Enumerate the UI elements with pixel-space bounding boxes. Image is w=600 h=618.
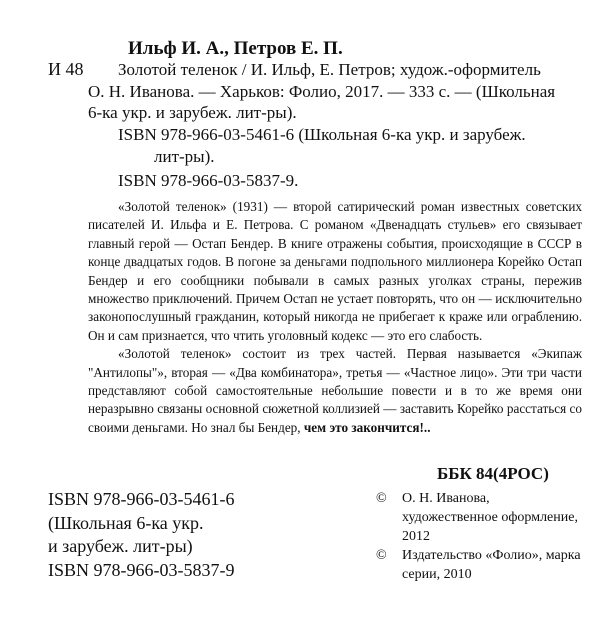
biblio-line-3: 6-ка укр. и зарубеж. лит-ры). [88,103,297,122]
biblio-line-1: Золотой теленок / И. Ильф, Е. Петров; худож.-оформитель [118,60,541,79]
abstract-paragraph-2-tail: чем это закончится!.. [303,419,431,435]
isbn-list [48,488,235,582]
abstract-paragraph-1: «Золотой теленок» (1931) — второй сатирический роман известных советских писателей И. Ильфа и Е. Петрова. С романом «Двенадцать стульев» его связывает главный герой — Остап Бендер. В книге отражены события, происходящие в СССР в конце двадцатых годов. В погоне за деньгами подпольного миллионера Корейко Остап Бендер и его сообщники побывали в самых разных уголках страны, пережив множество приключений. Причем Остап не устает повторять, что он — исключительно законопослушный гражданин, который никогда не прибегает к краже или ограблению. Он и сам признается, что чтить уголовный кодекс — это его слабость. [88,199,582,343]
copyright-icon: © [376,491,387,506]
author-line: Ильф И. А., Петров Е. П. [128,38,343,59]
copyright-text: Издательство «Фолио», марка серии, 2010 [402,548,581,582]
isbn-series-line-2: лит-ры). [154,147,215,166]
copyright-icon: © [376,548,387,563]
isbn-list-line-2: (Школьная 6-ка укр. [48,512,204,533]
isbn-list-line-4: ISBN 978-966-03-5837-9 [48,559,235,580]
abstract [88,198,582,437]
isbn-list-line-1: ISBN 978-966-03-5461-6 [48,489,235,509]
copyright-illustrator [376,489,582,546]
copyright-text: О. Н. Иванова, художественное оформление, 2012 [402,491,578,544]
biblio-line-2: О. Н. Иванова. — Харьков: Фолио, 2017. — 333 с. — (Школьная [88,81,556,101]
abstract-paragraph-2 [88,345,582,437]
abstract-paragraph-2-text: «Золотой теленок» состоит из трех частей. Первая называется «Экипаж "Антилопы"», вторая — «Два комбинатора», третья — «Частное лицо». Эти три части представляют собой самостоятельные небольшие повести и в то же время они неразрывно связаны основной сюжетной коллизией — заставить Корейко расстаться со своими деньгами. Но знал бы Бендер, [88,346,582,435]
isbn-list-line-3: и зарубеж. лит-ры) [48,536,193,556]
bbk-code: ББК 84(4РОС) [437,464,549,483]
copyright-publisher [376,546,582,584]
isbn-series-top [118,124,570,168]
isbn-series-line-1: ISBN 978-966-03-5461-6 (Школьная 6-ка укр. и зарубеж. [118,125,526,144]
copyright-block [376,489,582,584]
index-code: И 48 [48,59,84,79]
isbn-second-top: ISBN 978-966-03-5837-9. [118,171,299,190]
bibliographic-description [88,59,572,124]
